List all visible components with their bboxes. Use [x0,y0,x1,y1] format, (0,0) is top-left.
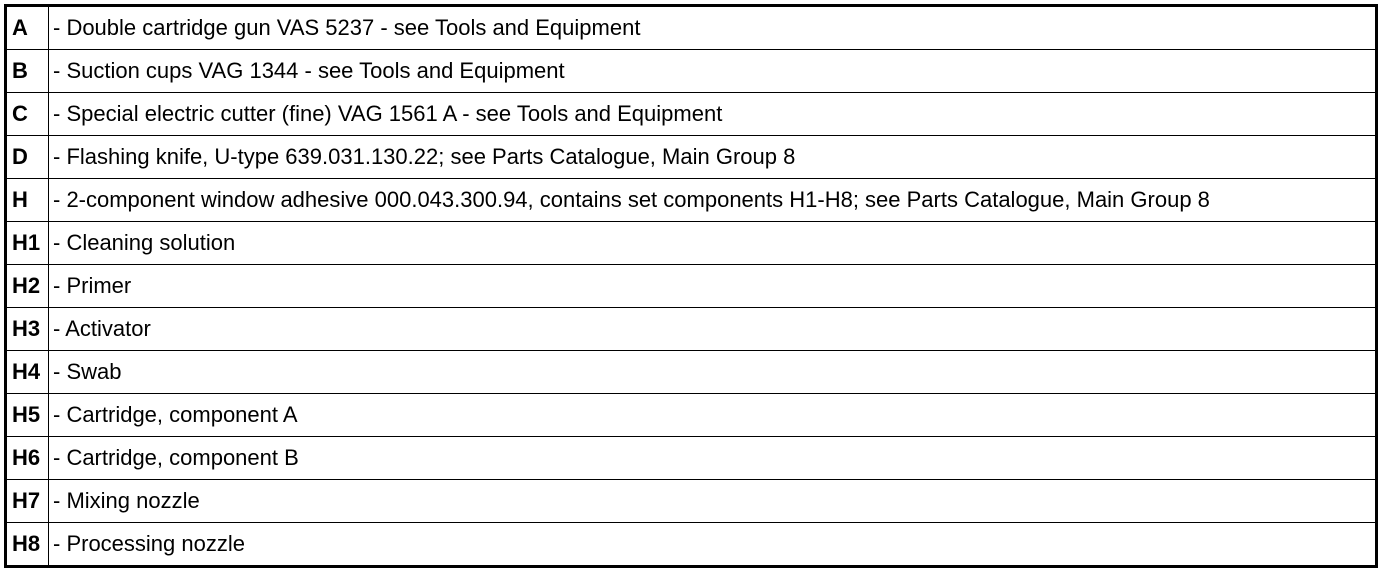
row-key: H6 [6,437,49,480]
table-row [6,6,1377,50]
table-row [6,394,1377,437]
table-row [6,222,1377,265]
table-row [6,308,1377,351]
row-key: H2 [6,265,49,308]
row-key: B [6,50,49,93]
row-description: - 2-component window adhesive 000.043.300.94, contains set components H1-H8; see Parts Catalogue, Main Group 8 [49,179,1377,222]
row-description: - Cartridge, component B [49,437,1377,480]
table-row [6,265,1377,308]
row-key: H1 [6,222,49,265]
row-description: - Flashing knife, U-type 639.031.130.22; see Parts Catalogue, Main Group 8 [49,136,1377,179]
row-description: - Cleaning solution [49,222,1377,265]
table-row [6,179,1377,222]
row-description: - Cartridge, component A [49,394,1377,437]
table-row [6,136,1377,179]
row-description: - Mixing nozzle [49,480,1377,523]
row-key: H8 [6,523,49,567]
legend-body [6,6,1377,567]
row-key: H4 [6,351,49,394]
row-key: H7 [6,480,49,523]
table-row [6,523,1377,567]
row-description: - Activator [49,308,1377,351]
row-key: H5 [6,394,49,437]
row-description: - Suction cups VAG 1344 - see Tools and Equipment [49,50,1377,93]
table-row [6,480,1377,523]
table-row [6,93,1377,136]
parts-legend-table [4,4,1378,568]
row-key: C [6,93,49,136]
table-row [6,437,1377,480]
row-description: - Primer [49,265,1377,308]
row-key: H [6,179,49,222]
row-description: - Processing nozzle [49,523,1377,567]
table-row [6,50,1377,93]
row-key: A [6,6,49,50]
row-description: - Swab [49,351,1377,394]
row-description: - Special electric cutter (fine) VAG 1561 A - see Tools and Equipment [49,93,1377,136]
table-row [6,351,1377,394]
row-key: D [6,136,49,179]
row-key: H3 [6,308,49,351]
row-description: - Double cartridge gun VAS 5237 - see Tools and Equipment [49,6,1377,50]
